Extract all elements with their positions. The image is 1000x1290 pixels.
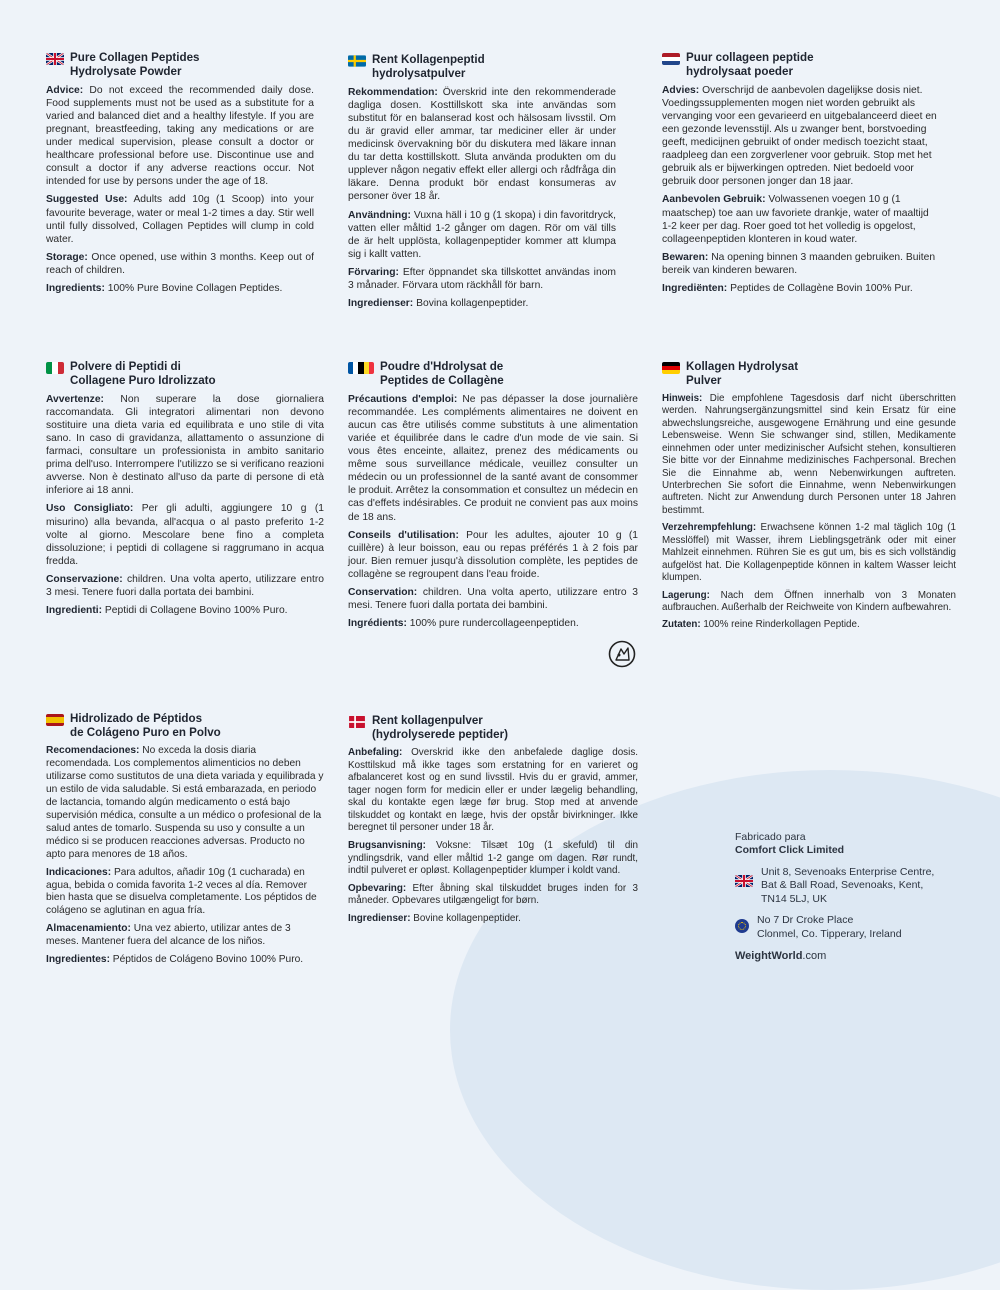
uk-flag-icon [735,875,753,887]
website: WeightWorld.com [735,950,827,963]
block-title: Rent kollagenpulver (hydrolyserede peptider) [372,714,508,742]
block-en [46,51,314,300]
block-de [662,360,956,637]
advice-paragraph: Anbefaling: Overskrid ikke den anbefalede daglige dosis. Kosttilskud må ikke tages som erstatning for en varieret og afbalanceret kost og en sund livsstil. Hvis du er gravid, ammer, tager nogen form for medicin eller er under lægelig behandling, skal du kontakte egen læge før brug. Stop med at anvende tilskuddet og kontakt en læge, hvis der opstår bivirkninger. Ikke beregnet til personer under 18 år. [348,746,638,834]
pack-recycling-icon [608,640,636,668]
advice-paragraph: Advice: Do not exceed the recommended daily dose. Food supplements must not be used as a substitute for a varied and balanced diet and a healthy lifestyle. If you are pregnant, breastfeeding, taking any medications or are under medical supervision, please consult a doctor or healthcare professional before use. Discontinue use and consult a doctor if any adverse reactions occur. Not intended for use by persons under the age of 18. [46,84,314,188]
usage-paragraph: Verzehrempfehlung: Erwachsene können 1-2 mal täglich 10g (1 Messlöffel) mit Wasser, ihrem Lieblingsgetränk oder mit einer Mahlzeit einnehmen. Rühren Sie es gut um, bis es sich vollständig aufgelöst hat. Die Kollagenpeptide können in kaltem Wasser leicht klumpen. [662,522,956,584]
ingredients-paragraph: Ingredientes: Péptidos de Colágeno Bovino 100% Puro. [46,954,304,966]
ingredients-paragraph: Ingrediënten: Peptides de Collagène Bovin 100% Pur. [662,282,913,294]
address-line: No 7 Dr Croke Place [757,914,854,927]
block-it [46,360,324,622]
block-header [348,714,638,743]
block-header [662,360,956,389]
storage-paragraph: Storage: Once opened, use within 3 months. Keep out of reach of children. [46,251,314,276]
block-header [46,360,324,389]
advice-paragraph: Recomendaciones: No exceda la dosis diaria recomendada. Los complementos alimenticios no deben utilizarse como sustitutos de una dieta variada y equilibrada y un estilo de vida saludable. Si está embarazada, en periodo de lactancia, tomando algún medicamento o está bajo supervisión médica, consulte a un médico o profesional de la salud antes de tomarlo. Suspenda su uso y consulte a un médico si se producen reacciones adversas. Producto no apto para menores de 18 años. [46,744,324,860]
ingredients-paragraph: Zutaten: 100% reine Rinderkollagen Peptide. [662,619,860,631]
uk-address [735,866,975,906]
advice-paragraph: Précautions d'emploi: Ne pas dépasser la dose journalière recommandée. Les compléments alimentaires ne doivent en aucun cas être utilisés comme substituts à une alimentation variée et équilibrée dans le cadre d'un mode de vie sain. Si vous êtes enceinte, allaitez, prenez des médicaments ou même sous surveillance médicale, veuillez consulter un médecin ou un professionnel de la santé avant de consommer le produit. Arrêtez la consommation et consultez un médecin en cas d'effets indésirables. Ce produit ne convient pas aux moins de 18 ans. [348,393,639,523]
usage-paragraph: Suggested Use: Adults add 10g (1 Scoop) into your favourite beverage, water or meal 1-2 times a day. Stir well until fully dissolved, Collagen Peptides will clump in cold water. [46,194,314,245]
block-title: Rent Kollagenpeptid hydrolysatpulver [372,53,485,81]
usage-paragraph: Aanbevolen Gebruik: Volwassenen voegen 10 g (1 maatschep) toe aan uw favoriete drankje, water of maaltijd 1-2 keer per dag. Roer goed tot het volledig is opgelost, collageenpeptiden klonteren in koud water. [662,194,929,245]
address-line: TN14 5LJ, UK [761,892,827,905]
france-belgium-flag-icon [348,362,374,374]
storage-paragraph: Lagerung: Nach dem Öffnen innerhalb von 3 Monaten aufbrauchen. Außerhalb der Reichweite von Kindern aufbewahren. [662,589,956,613]
storage-paragraph: Almacenamiento: Una vez abierto, utilizar antes de 3 meses. Mantener fuera del alcance de los niños. [46,923,291,948]
advice-paragraph: Hinweis: Die empfohlene Tagesdosis darf nicht überschritten werden. Nahrungsergänzungsmittel sind kein Ersatz für eine abwechslungsreiche, ausgewogene Ernährung und eine gesunde Lebensweise. Wenn Sie schwanger sind, stillen, Medikamente einnehmen oder unter medizinischer Aufsicht stehen, konsultieren Sie bitte vor der Einnahme medizinisches Fachpersonal. Brechen Sie die Einnahme ab, wenn Nebenwirkungen auftreten. Unterbrechen Sie sofort die Einnahme, wenn Nebenwirkungen auftreten. Nicht zur Anwendung durch Personen unter 18 Jahren bestimmt. [662,392,956,516]
advice-paragraph: Avvertenze: Non superare la dose giornaliera raccomandata. Gli integratori alimentari non devono sostituire una dieta varia ed equilibrata e uno stile di vita sano. In caso di gravidanza, allattamento o assunzione di farmaci, consultare un professionista in ambito sanitario prima dell'uso. Interrompere l'utilizzo se si verificano reazioni avverse. Non è destinato all'uso da parte di persone di età inferiore ai 18 anni. [46,393,324,497]
block-header [662,51,938,80]
usage-paragraph: Conseils d'utilisation: Pour les adultes, ajouter 10 g (1 cuillère) à leur boisson, eau ou repas préférés 1 à 2 fois par jour. Bien remuer jusqu'à dissolution complète, les peptides de collagène se regroupent dans l'eau froide. [348,529,638,580]
block-title: Puur collageen peptide hydrolysaat poeder [686,51,814,79]
block-header [46,712,324,741]
italy-flag-icon [46,362,64,374]
made-for-label: Fabricado para [735,831,806,843]
storage-paragraph: Förvaring: Efter öppnandet ska tillskottet användas inom 3 månader. Förvara utom räckhåll för barn. [348,266,616,291]
block-sv [348,53,616,315]
ingredients-paragraph: Ingrédients: 100% pure rundercollageenpeptiden. [348,617,579,629]
storage-paragraph: Opbevaring: Efter åbning skal tilskuddet bruges inden for 3 måneder. Opbevares utilgængeligt for børn. [348,882,638,907]
block-title: Poudre d'Hdrolysat de Peptides de Collagène [380,360,504,388]
block-title: Polvere di Peptidi di Collagene Puro Idrolizzato [70,360,216,388]
block-header [46,51,314,80]
ingredients-paragraph: Ingredienti: Peptidi di Collagene Bovino 100% Puro. [46,604,288,616]
block-header [348,360,638,389]
sweden-flag-icon [348,55,366,67]
ingredients-paragraph: Ingredienser: Bovine kollagenpeptider. [348,912,521,924]
company-name: Comfort Click Limited [735,844,845,857]
netherlands-flag-icon [662,53,680,65]
block-title: Pure Collagen Peptides Hydrolysate Powder [70,51,200,79]
advice-paragraph: Advies: Overschrijd de aanbevolen dagelijkse dosis niet. Voedingssupplementen mogen niet worden gebruikt als vervanging voor een gevarieerd en uitgebalanceerd dieet en een gezonde levensstijl. Als u zwanger bent, borstvoeding geeft, medicijnen gebruikt of onder medisch toezicht staat, raadpleeg dan een zorgverlener voor gebruik. Stop met het gebruik als er bijwerkingen optreden. Niet bedoeld voor gebruik door personen jonger dan 18 jaar. [662,84,937,188]
spain-flag-icon [46,714,64,726]
block-nl [662,51,938,300]
block-da [348,714,638,930]
block-title: Kollagen Hydrolysat Pulver [686,360,799,388]
address-line: Unit 8, Sevenoaks Enterprise Centre, [761,865,935,878]
eu-flag-icon [735,919,749,933]
usage-paragraph: Uso Consigliato: Per gli adulti, aggiungere 10 g (1 misurino) alla bevanda, all'acqua o al pasto preferito 1-2 volte al giorno. Mescolare bene fino a completa dissoluzione; i peptidi di collagene si raggrumano in acqua fredda. [46,503,324,567]
address-line: Bat & Ball Road, Sevenoaks, Kent, [761,879,924,892]
storage-paragraph: Bewaren: Na opening binnen 3 maanden gebruiken. Buiten bereik van kinderen bewaren. [662,251,936,276]
denmark-flag-icon [348,716,366,728]
company-info [735,831,975,963]
germany-flag-icon [662,362,680,374]
ingredients-paragraph: Ingredienser: Bovina kollagenpeptider. [348,297,529,309]
ie-address [735,914,975,941]
storage-paragraph: Conservation: children. Una volta aperto, utilizzare entro 3 mesi. Tenere fuori dalla portata dei bambini. [348,586,638,611]
ingredients-paragraph: Ingredients: 100% Pure Bovine Collagen Peptides. [46,282,283,294]
usage-paragraph: Brugsanvisning: Voksne: Tilsæt 10g (1 skefuld) til din yndlingsdrik, vand eller måltid 1-2 gange om dagen. Rør rundt, indtil pulveret er opløst. Kollagenpeptider klumper i koldt vand. [348,840,638,877]
block-title: Hidrolizado de Péptidos de Colágeno Puro en Polvo [70,712,221,740]
block-es [46,712,324,972]
block-fr [348,360,638,635]
address-line: Clonmel, Co. Tipperary, Ireland [757,927,902,940]
advice-paragraph: Rekommendation: Överskrid inte den rekommenderade dagliga dosen. Kosttillskott ska inte användas som substitut för en balanserad kost och hälsosam livsstil. Om du är gravid eller ammar, tar mediciner eller är under medicinsk övervakning bör du diskutera med läkare innan du tar detta kosttillskott. Sluta använda produkten om du upplever någon negativ effekt eller allergi och rådfråga din läkare. Denna produkt bör endast konsumeras av personer över 18 år. [348,86,616,203]
usage-paragraph: Användning: Vuxna häll i 10 g (1 skopa) i din favoritdryck, vatten eller måltid 1-2 gånger om dagen. Rör om väl tills de är helt upplösta, kollagenpeptider kommer att klumpa sig i kallt vatten. [348,209,616,260]
storage-paragraph: Conservazione: children. Una volta aperto, utilizzare entro 3 mesi. Tenere fuori dalla portata dei bambini. [46,573,324,598]
usage-paragraph: Indicaciones: Para adultos, añadir 10g (1 cucharada) en agua, bebida o comida favorita 1-2 veces al día. Remover bien hasta que se disuelva completamente. Los péptidos de colágeno se aglutinan en agua fría. [46,866,317,917]
uk-flag-icon [46,53,64,65]
block-header [348,53,616,82]
